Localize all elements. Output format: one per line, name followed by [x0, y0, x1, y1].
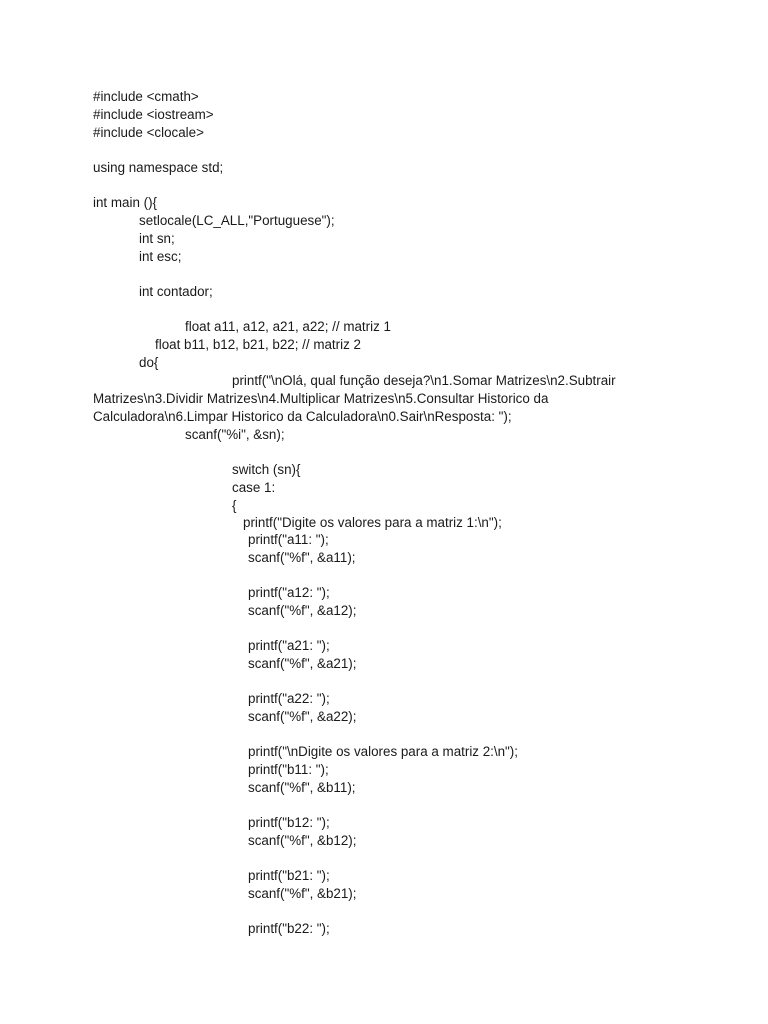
code-line: printf("\nOlá, qual função deseja?\n1.Somar Matrizes\n2.Subtrair	[232, 373, 616, 388]
code-line: switch (sn){	[232, 462, 301, 477]
code-line: printf("b21: ");	[248, 868, 330, 883]
code-line: printf("b12: ");	[248, 815, 330, 830]
code-line: printf("a21: ");	[248, 638, 330, 653]
code-line: using namespace std;	[93, 160, 224, 175]
code-line: scanf("%i", &sn);	[185, 427, 285, 442]
code-line: scanf("%f", &a22);	[248, 709, 357, 724]
code-line: printf("b11: ");	[248, 762, 329, 777]
code-line: setlocale(LC_ALL,"Portuguese");	[139, 213, 335, 228]
code-line: scanf("%f", &a11);	[248, 550, 356, 565]
code-line: scanf("%f", &b11);	[248, 780, 356, 795]
code-line: int main (){	[93, 195, 157, 210]
code-line: scanf("%f", &a21);	[248, 656, 357, 671]
code-line: scanf("%f", &a12);	[248, 603, 357, 618]
code-line: do{	[139, 355, 159, 370]
code-line: float b11, b12, b21, b22; // matriz 2	[155, 337, 361, 352]
code-line: int contador;	[139, 284, 213, 299]
code-line: printf("a11: ");	[248, 532, 329, 547]
code-line: {	[232, 498, 237, 513]
code-line: int esc;	[139, 249, 182, 264]
code-line: Calculadora\n6.Limpar Historico da Calculadora\n0.Sair\nResposta: ");	[93, 409, 512, 424]
code-line: case 1:	[232, 480, 276, 495]
code-line: #include <cmath>	[93, 89, 199, 104]
code-line: #include <iostream>	[93, 107, 214, 122]
code-line: scanf("%f", &b21);	[248, 886, 357, 901]
code-line: int sn;	[139, 231, 175, 246]
code-line: printf("a22: ");	[248, 691, 330, 706]
code-line: Matrizes\n3.Dividir Matrizes\n4.Multiplicar Matrizes\n5.Consultar Historico da	[93, 391, 549, 406]
code-line: printf("b22: ");	[248, 921, 330, 936]
code-line: #include <clocale>	[93, 125, 204, 140]
code-line: float a11, a12, a21, a22; // matriz 1	[185, 319, 391, 334]
code-line: printf("Digite os valores para a matriz 1:\n");	[243, 515, 502, 530]
code-line: printf("\nDigite os valores para a matriz 2:\n");	[248, 744, 518, 759]
code-line: scanf("%f", &b12);	[248, 833, 357, 848]
code-line: printf("a12: ");	[248, 585, 330, 600]
